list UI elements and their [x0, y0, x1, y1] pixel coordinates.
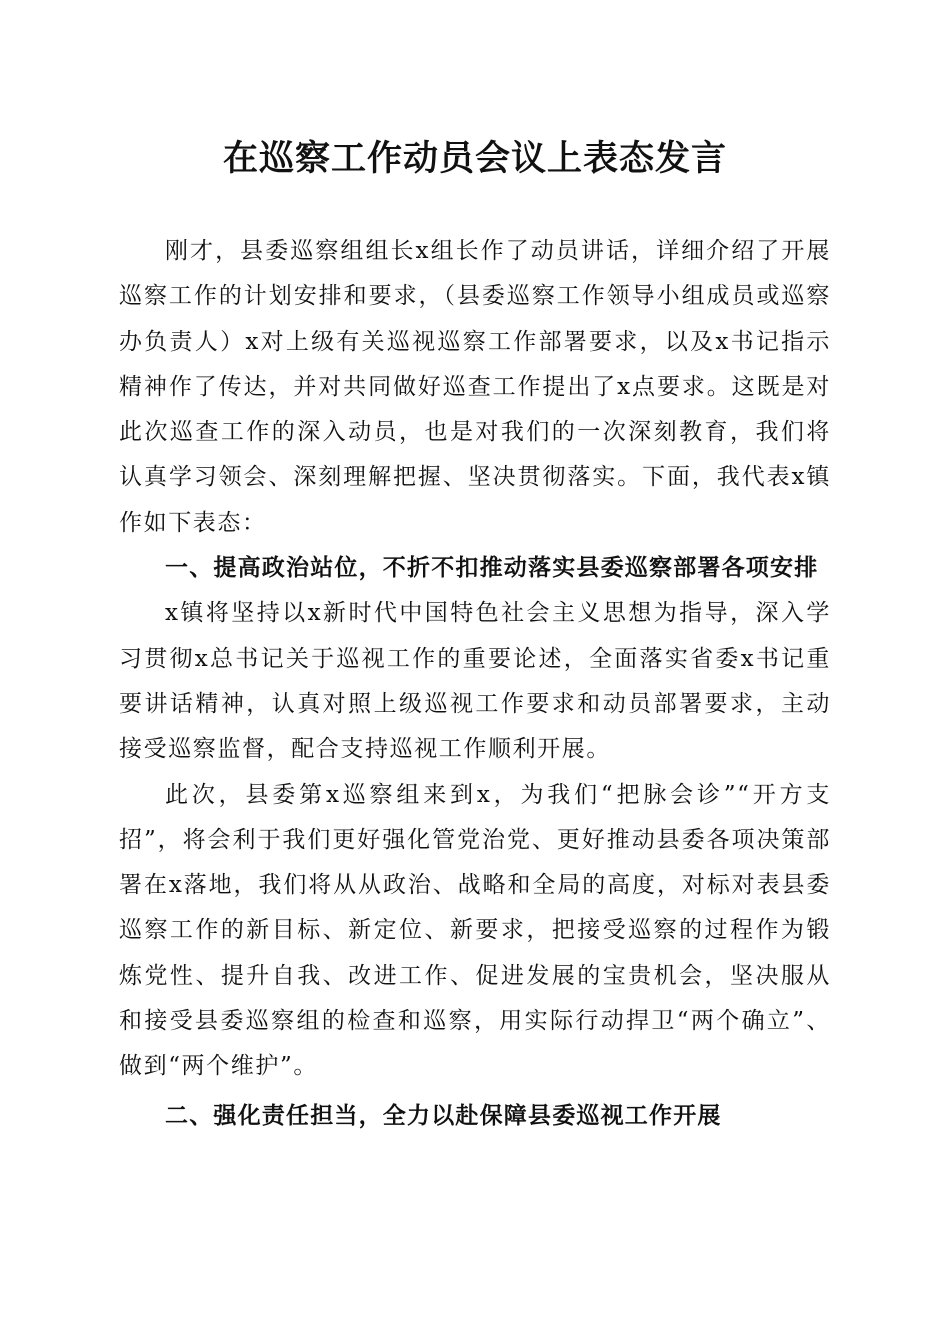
- intro-paragraph: 刚才，县委巡察组组长x组长作了动员讲话，详细介绍了开展巡察工作的计划安排和要求，（县委巡察工作领导小组成员或巡察办负责人）x对上级有关巡视巡察工作部署要求，以及x书记指示精神作了传达，并对共同做好巡查工作提出了x点要求。这既是对此次巡查工作的深入动员，也是对我们的一次深刻教育，我们将认真学习领会、深刻理解把握、坚决贯彻落实。下面，我代表x镇作如下表态：: [119, 238, 831, 536]
- section-1-paragraph-2: 此次，县委第x巡察组来到x，为我们“把脉会诊”“开方支招”，将会利于我们更好强化管党治党、更好推动县委各项决策部署在x落地，我们将从从政治、战略和全局的高度，对标对表县委巡察工作的新目标、新定位、新要求，把接受巡察的过程作为锻炼党性、提升自我、改进工作、促进发展的宝贵机会，坚决服从和接受县委巡察组的检查和巡察，用实际行动捍卫“两个确立”、做到“两个维护”。: [119, 781, 831, 1080]
- document-body: [119, 229, 831, 1139]
- document-title: 在巡察工作动员会议上表态发言: [222, 138, 727, 179]
- section-1-paragraph-1: x镇将坚持以x新时代中国特色社会主义思想为指导，深入学习贯彻x总书记关于巡视工作的重要论述，全面落实省委x书记重要讲话精神，认真对照上级巡视工作要求和动员部署要求，主动接受巡察监督，配合支持巡视工作顺利开展。: [119, 600, 831, 763]
- section-heading-2: 二、强化责任担当，全力以赴保障县委巡视工作开展: [165, 1102, 722, 1129]
- section-heading-1: 一、提高政治站位，不折不扣推动落实县委巡察部署各项安排: [165, 555, 819, 582]
